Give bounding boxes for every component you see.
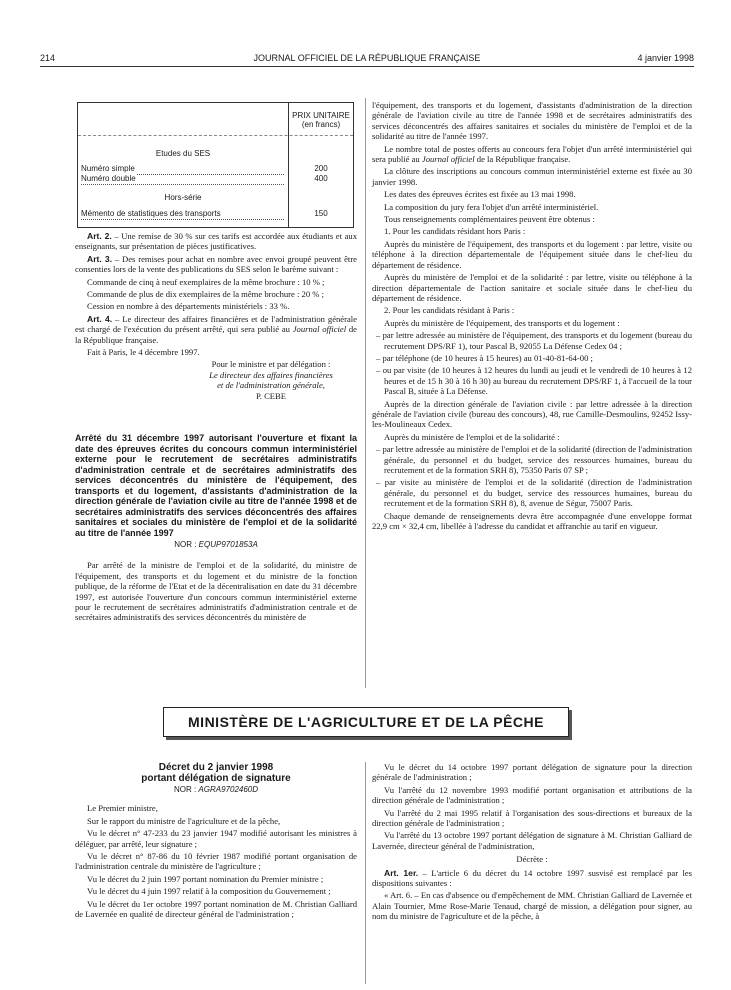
- paragraph: Auprès de la direction générale de l'aviation civile : par lettre adressée à la direction générale de l'aviation civile (bureau des concours), 48, rue Camille-Desmoulins, 92452 Issy-les-Moulineaux Cedex.: [372, 398, 692, 430]
- article-label: Art. 2.: [87, 231, 112, 241]
- running-header: [40, 53, 694, 65]
- arrete-body: Par arrêté de la ministre de l'emploi et de la solidarité, du ministre de l'équipement, des transports et du logement et du ministre de la fonction publique, de la réforme de l'Etat et de la décentralisation en date du 31 décembre 1997, est autorisée l'ouverture d'un concours commun interministériel externe pour le recrutement de secrétaires administratifs d'administration centrale et de secrétaires administratifs des services déconcentrés du ministère de: [75, 560, 357, 623]
- article-text: – L'article 6 du décret du 14 octobre 1997 susvisé est remplacé par les dispositions suivantes :: [372, 867, 692, 889]
- table-header-unit: (en francs): [301, 120, 341, 129]
- signature-line: et de l'administration générale,: [217, 380, 325, 391]
- article-2: [75, 231, 357, 252]
- paragraph: Vu le décret n° 87-86 du 10 février 1987 modifié portant organisation de l'administration centrale du ministère de l'agriculture ;: [75, 851, 357, 872]
- decret-continuation: [372, 762, 692, 924]
- paragraph: Chaque demande de renseignements devra être accompagnée d'une enveloppe format 22,9 cm × 32,4 cm, libellée à l'adresse du candidat et affranchie au tarif en vigueur.: [372, 510, 692, 532]
- paragraph: « Art. 6. – En cas d'absence ou d'empêchement de MM. Christian Galliard de Lavernée et Alain Tournier, Mme Rose-Marie Tenaud, chargé de mission, a délégation pour signer, au nom du ministre de l'agriculture et de la pêche, à: [372, 890, 692, 922]
- paragraph: Vu le décret du 4 juin 1997 relatif à la composition du Gouvernement ;: [87, 886, 331, 897]
- text-italic: Journal officiel: [421, 154, 475, 165]
- column-separator: [365, 98, 366, 688]
- paragraph: Vu le décret n° 47-233 du 23 janvier 1947 modifié autorisant les ministres à déléguer, par arrêté, leur signature ;: [75, 828, 357, 849]
- article-1: [372, 868, 692, 889]
- nor-code: EQUP9701853A: [198, 540, 258, 549]
- arrete-block: [75, 433, 357, 625]
- list-item: – par visite au ministère de l'emploi et de la solidarité (direction de l'administration générale, du personnel et du budget, service des ressources humaines, bureau du recrutement et de la formation SRH 8), 8, avenue de Ségur, 75007 Paris.: [376, 477, 692, 509]
- table-row: [81, 174, 284, 185]
- price-table: [77, 102, 354, 228]
- header-rule: [40, 66, 694, 67]
- articles-block: [75, 231, 357, 401]
- paragraph: Commande de cinq à neuf exemplaires de la même brochure : 10 % ;: [87, 276, 325, 287]
- paragraph: Cession en nombre à des départements ministériels : 33 %.: [87, 301, 290, 312]
- paragraph: Vu l'arrêté du 2 mai 1995 relatif à l'organisation des sous-directions et bureaux de la direction générale de l'administration ;: [372, 807, 692, 829]
- subheading: 2. Pour les candidats résidant à Paris :: [384, 305, 515, 316]
- page-number: 214: [40, 53, 56, 63]
- paragraph: Les dates des épreuves écrites est fixée au 13 mai 1998.: [384, 189, 576, 200]
- text: Le nombre total de postes offerts au concours fera l'objet d'un arrêté interministériel qui sera publié au: [372, 143, 692, 165]
- article-label: Art. 3.: [87, 253, 113, 264]
- nor-label: NOR :: [173, 785, 199, 794]
- done-at: Fait à Paris, le 4 décembre 1997.: [87, 347, 200, 358]
- article-text: de la République française.: [75, 324, 357, 345]
- article-text: – Le directeur des affaires financières et de l'administration générale est chargé de l'exécution du présent arrêté, qui sera publié au: [75, 313, 357, 335]
- paragraph: Sur le rapport du ministre de l'agriculture et de la pêche,: [87, 815, 281, 826]
- list-item: – par lettre adressée au ministère de l'équipement, des transports et du logement (bureau du recrutement DPS/RF 1), tour Pascal B, 92055 La Défense Cedex 04 ;: [376, 330, 692, 351]
- arrete-title: Arrêté du 31 décembre 1997 autorisant l'ouverture et fixant la date des épreuves écrites du concours commun interministériel externe pour le recrutement de secrétaires administratifs d'administration centrale et de secrétaires administratifs des services déconcentrés du ministère de l'équipement, des transports et du logement, d'assistants d'administration de la direction générale de l'aviation civile au titre de l'année 1998 et de secrétaires administratifs des services déconcentrés des affaires sanitaires et sociales du ministère de l'emploi et de la solidarité au titre de l'année 1997: [75, 433, 357, 538]
- arrete-nor: [75, 540, 357, 550]
- article-text-italic: Journal officiel: [292, 324, 347, 335]
- paragraph: La clôture des inscriptions au concours commun interministériel externe est fixée au 30 janvier 1998.: [372, 166, 692, 187]
- paragraph: Tous renseignements complémentaires peuvent être obtenus :: [384, 214, 595, 225]
- issue-date: 4 janvier 1998: [637, 53, 694, 63]
- decret-subtitle: portant délégation de signature: [141, 773, 291, 784]
- paragraph: l'équipement, des transports et du logement, d'assistants d'administration de la direction générale de l'aviation civile au titre de l'année 1998 et de secrétaires administratifs des services déconcentrés des affaires sanitaires et sociales du ministère de l'emploi et de la solidarité au titre de l'année 1997.: [372, 100, 692, 142]
- decret-nor: [75, 785, 357, 795]
- table-row-price: 150: [314, 209, 328, 218]
- paragraph: Vu le décret du 14 octobre 1997 portant délégation de signature pour la direction générale de l'administration ;: [372, 762, 692, 783]
- paragraph: Vu l'arrêté du 12 novembre 1993 modifié portant organisation et attributions de la direction générale de l'administration ;: [372, 784, 692, 806]
- nor-code: AGRA9702460D: [198, 785, 259, 794]
- table-row-price: 200: [314, 164, 328, 173]
- article-text: – Une remise de 30 % sur ces tarifs est accordée aux étudiants et aux enseignants, sur présentation de pièces justificatives.: [75, 231, 357, 252]
- table-section-title: Hors-série: [164, 193, 202, 202]
- table-row-price: 400: [314, 174, 328, 183]
- text: de la République française.: [474, 154, 571, 165]
- paragraph: Auprès du ministère de l'équipement, des transports et du logement :: [384, 317, 620, 328]
- table-header-rule: [78, 135, 353, 136]
- decrete: Décrète :: [516, 854, 548, 865]
- paragraph: Vu le décret du 2 juin 1997 portant nomination du Premier ministre ;: [87, 873, 324, 884]
- paragraph: Vu l'arrêté du 13 octobre 1997 portant délégation de signature à M. Christian Galliard de Lavernée, directeur général de l'administration,: [372, 830, 692, 851]
- list-item: – par téléphone (de 10 heures à 15 heures) au 01-40-81-64-00 ;: [376, 352, 593, 363]
- signatory: P. CEBE: [255, 390, 287, 401]
- table-row: [81, 209, 284, 220]
- signature-line: Le directeur des affaires financières: [209, 369, 333, 380]
- decret-title: Décret du 2 janvier 1998: [158, 762, 274, 773]
- article-label: Art. 4.: [87, 313, 113, 324]
- subheading: 1. Pour les candidats résidant hors Paris :: [384, 226, 526, 237]
- column-separator: [365, 762, 366, 984]
- table-section-title: Etudes du SES: [155, 149, 211, 158]
- paragraph: Le Premier ministre,: [87, 803, 158, 814]
- article-text: – Des remises pour achat en nombre avec envoi groupé peuvent être consenties lors de la vente des publications du SES selon le barème suivant :: [75, 253, 357, 275]
- decret-block: [75, 762, 357, 921]
- paragraph: Auprès du ministère de l'emploi et de la solidarité :: [384, 431, 560, 442]
- signature-block: [185, 359, 357, 401]
- paragraph: La composition du jury fera l'objet d'un arrêté interministériel.: [384, 201, 599, 212]
- article-4: [75, 314, 357, 345]
- journal-title: JOURNAL OFFICIEL DE LA RÉPUBLIQUE FRANÇAISE: [253, 53, 481, 63]
- paragraph: Auprès du ministère de l'équipement, des transports et du logement : par lettre, visite ou téléphone à la direction départementale de l'équipement située dans le chef-lieu du département de résidence.: [372, 238, 692, 270]
- signature-line: Pour le ministre et par délégation :: [211, 359, 331, 370]
- list-item: – ou par visite (de 10 heures à 12 heures du lundi au jeudi et le vendredi de 10 heures à 12 heures et de 15 h 30 à 16 h 30) au bureau du recrutement DPS/RF 1, à l'accueil de la tour Pascal B, située à La Défense.: [376, 365, 692, 397]
- paragraph: Auprès du ministère de l'emploi et de la solidarité : par lettre, visite ou téléphone à la direction départementale de l'action sanitaire et sociale située dans le chef-lieu du département de résidence.: [372, 272, 692, 303]
- nor-label: NOR :: [174, 540, 199, 549]
- table-row-label: Numéro simple: [81, 164, 135, 173]
- paragraph: Commande de plus de dix exemplaires de la même brochure : 20 % ;: [87, 289, 324, 300]
- table-row-label: Mémento de statistiques des transports: [81, 209, 221, 218]
- table-row-label: Numéro double: [81, 174, 136, 183]
- arrete-continuation: [372, 100, 692, 533]
- article-3: [75, 254, 357, 275]
- ministry-banner: MINISTÈRE DE L'AGRICULTURE ET DE LA PÊCHE: [163, 707, 569, 737]
- paragraph: [372, 144, 692, 165]
- article-label: Art. 1er.: [384, 867, 419, 878]
- list-item: – par lettre adressée au ministère de l'emploi et de la solidarité (direction de l'administration générale, du personnel et du budget, service des ressources humaines, bureau du recrutement et de la formation SRH 8), 75350 Paris 07 SP ;: [376, 444, 692, 475]
- table-header-price: PRIX UNITAIRE: [292, 111, 350, 120]
- paragraph: Vu le décret du 1er octobre 1997 portant nomination de M. Christian Galliard de Lavernée en qualité de directeur général de l'administration ;: [75, 898, 357, 920]
